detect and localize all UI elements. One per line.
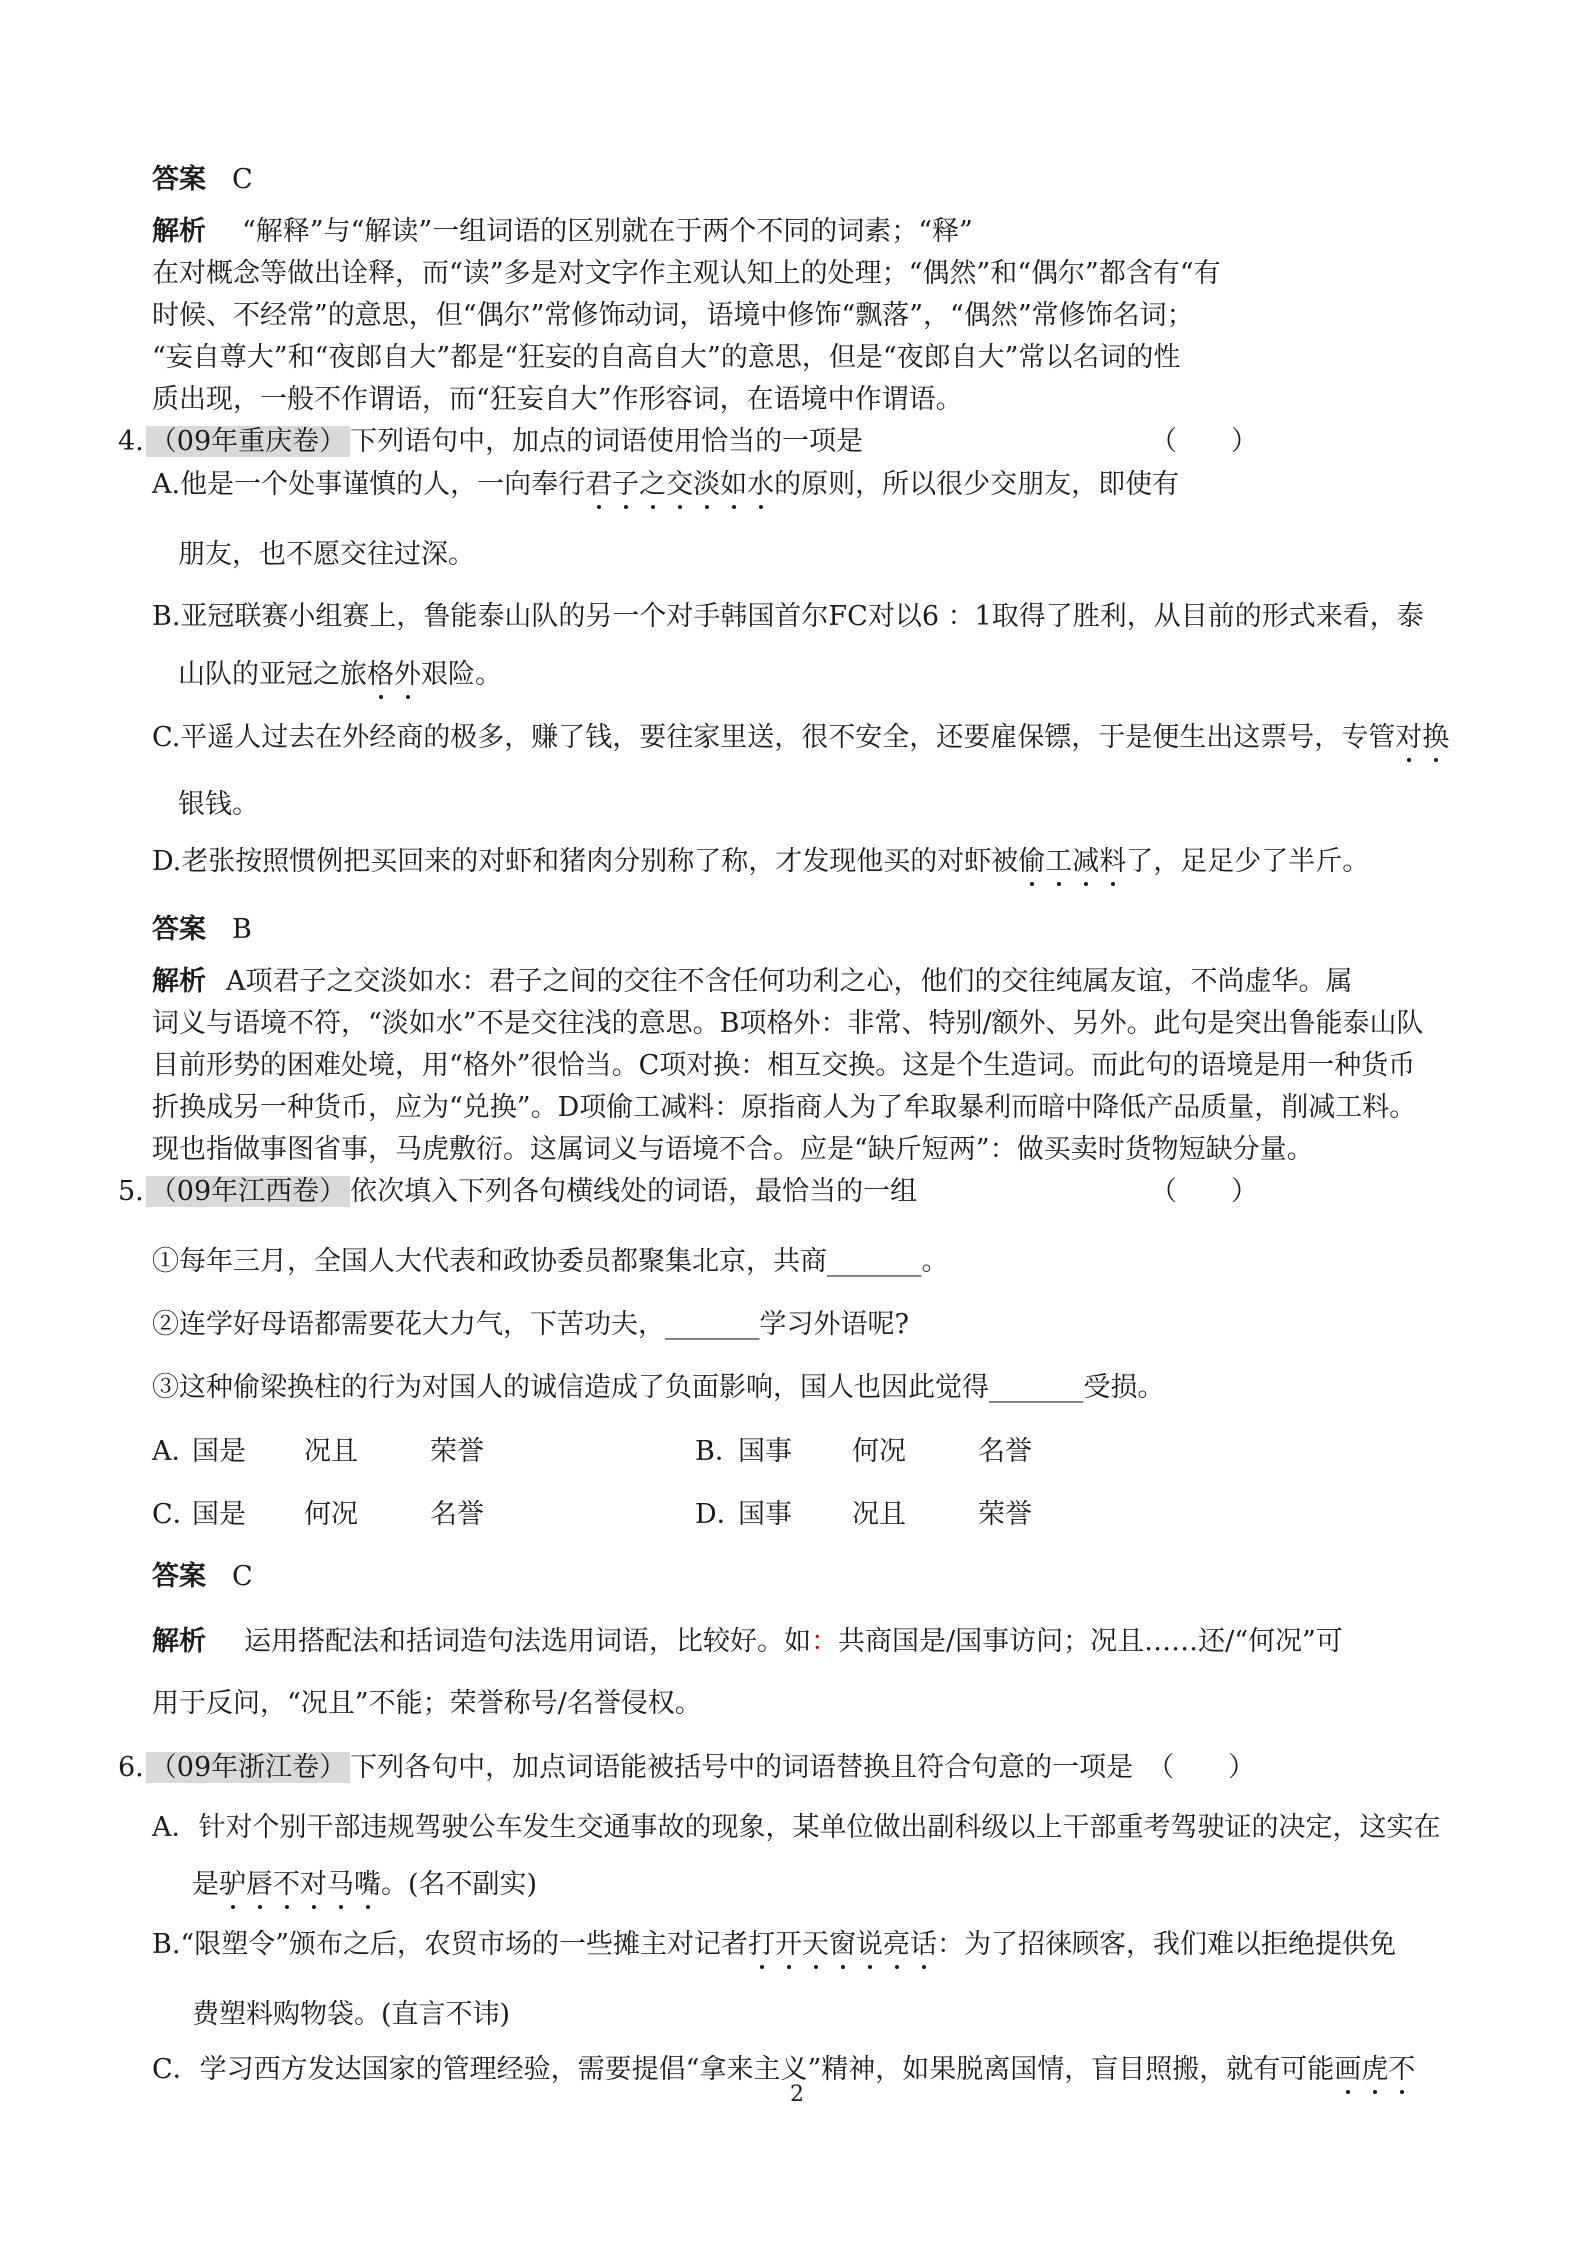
option-b-word-2: 何况	[852, 1436, 906, 1467]
option-b: B.亚冠联赛小组赛上，鲁能泰山队的另一个对手韩国首尔FC对以6 ：1取得了胜利，从目前的形式来看，泰	[152, 601, 1424, 632]
option-text: A.他是一个处事谨慎的人，一向奉行	[152, 469, 586, 500]
question-source: （09年重庆卷）	[146, 426, 350, 457]
dotted-phrase	[1395, 722, 1449, 753]
dotted-char: 子	[612, 469, 640, 500]
answer-label: 答案	[152, 1561, 206, 1592]
page-number: 2	[790, 2082, 804, 2107]
analysis-line-2	[152, 962, 1353, 1002]
dotted-char: 淡	[693, 469, 721, 500]
option-text: ：为了招徕顾客，我们难以拒绝提供免	[937, 1929, 1397, 1960]
question-text: 下列语句中，加点的词语使用恰当的一项是	[350, 426, 864, 457]
dotted-char: 对	[300, 1869, 327, 1900]
analysis-text: 共商国是/国事访问；况且……还/“何况”可	[838, 1626, 1343, 1657]
dotted-phrase	[367, 659, 421, 690]
option-b-word-1: 国事	[738, 1436, 792, 1467]
analysis-text: “妄自尊大”和“夜郎自大”都是“狂妄的自高自大”的意思，但是“夜郎自大”常以名词的性	[152, 342, 1181, 373]
dotted-char: 马	[327, 1869, 354, 1900]
analysis-text: 时候、不经常”的意思，但“偶尔”常修饰动词，语境中修饰“飘落”，“偶然”常修饰名词；	[152, 300, 1194, 331]
dotted-char: 偷	[1018, 846, 1046, 877]
dotted-char: 减	[1072, 846, 1100, 877]
option-a-label: A．	[152, 1436, 199, 1467]
dotted-phrase	[1018, 846, 1126, 877]
dotted-char: 不	[273, 1869, 300, 1900]
dotted-char: 开	[775, 1929, 803, 1960]
answer-value: C	[232, 1561, 253, 1592]
option-text: 了，足足少了半斤。	[1126, 846, 1370, 877]
option-c	[152, 2050, 1415, 2090]
dotted-char: 打	[748, 1929, 776, 1960]
option-c-word-2: 何况	[304, 1499, 358, 1530]
option-text: 艰险。	[421, 659, 502, 690]
answer-parentheses: （ ）	[1150, 426, 1258, 457]
question-number: 4.	[118, 426, 144, 457]
answer-label: 答案	[152, 164, 206, 195]
option-text: B.“限塑令”颁布之后，农贸市场的一些摊主对记者	[152, 1929, 749, 1960]
option-a	[152, 465, 1179, 505]
dotted-char: 水	[747, 469, 775, 500]
option-text: 。(名不副实)	[381, 1869, 538, 1900]
option-text: C.平遥人过去在外经商的极多，赚了钱，要往家里送，很不安全，还要雇保镖，于是便生出这票号，专管	[152, 722, 1396, 753]
option-text: 山队的亚冠之旅	[178, 659, 367, 690]
answer-value: B	[232, 914, 252, 945]
option-text: 的原则，所以很少交朋友，即使有	[774, 469, 1180, 500]
answer-line-3	[152, 1557, 253, 1597]
dotted-char: 画	[1334, 2054, 1362, 2085]
option-text: C．学习西方发达国家的管理经验，需要提倡“拿来主义”精神，如果脱离国情，盲目照搬，就有可能	[152, 2054, 1335, 2085]
analysis-text: 用于反问，“况且”不能；荣誉称号/名誉侵权。	[152, 1688, 702, 1719]
dotted-char: 虎	[1361, 2054, 1389, 2085]
dotted-phrase	[748, 1929, 937, 1960]
dotted-char: 亮	[883, 1929, 911, 1960]
dotted-char: 不	[1388, 2054, 1416, 2085]
answer-value: C	[232, 164, 253, 195]
answer-line-2	[152, 910, 252, 950]
option-a-word-2: 况且	[304, 1436, 358, 1467]
option-c	[152, 718, 1449, 758]
dotted-char: 如	[720, 469, 748, 500]
option-b-label: B．	[695, 1436, 742, 1467]
question-5-stem	[118, 1172, 917, 1212]
analysis-line-1	[152, 212, 973, 252]
analysis-text: 折换成另一种货币，应为“兑换”。D项偷工减料：原指商人为了牟取暴利而暗中降低产品质量，削减工料。	[152, 1092, 1417, 1123]
question-4-stem	[118, 422, 863, 462]
question-text: 依次填入下列各句横线处的词语，最恰当的一组	[350, 1176, 918, 1207]
analysis-text: 运用搭配法和括词造句法选用词语，比较好。如	[244, 1626, 811, 1657]
red-colon: ：	[811, 1626, 838, 1657]
question-number: 6.	[118, 1752, 144, 1783]
dotted-char: 唇	[246, 1869, 273, 1900]
question-source: （09年江西卷）	[146, 1176, 350, 1207]
option-d-word-2: 况且	[852, 1499, 906, 1530]
dotted-char: 驴	[219, 1869, 246, 1900]
analysis-label: 解析	[152, 216, 206, 247]
option-a-word-1: 国是	[192, 1436, 246, 1467]
dotted-phrase	[1334, 2054, 1415, 2085]
option-text: 是	[192, 1869, 219, 1900]
dotted-char: 天	[802, 1929, 830, 1960]
option-text: D.老张按照惯例把买回来的对虾和猪肉分别称了称，才发现他买的对虾被	[152, 846, 1019, 877]
dotted-phrase	[585, 469, 774, 500]
option-b-word-3: 名誉	[978, 1436, 1032, 1467]
option-a-continued	[192, 1865, 537, 1905]
option-a: A．针对个别干部违规驾驶公车发生交通事故的现象，某单位做出副科级以上干部重考驾驶证的决定，这实在	[152, 1812, 1441, 1843]
sentence-3: ③这种偷梁换柱的行为对国人的诚信造成了负面影响，国人也因此觉得_______受损。	[152, 1372, 1165, 1403]
dotted-char: 对	[1395, 722, 1423, 753]
analysis-text: 在对概念等做出诠释，而“读”多是对文字作主观认知上的处理；“偶然”和“偶尔”都含有“有	[152, 258, 1221, 289]
dotted-char: 料	[1099, 846, 1127, 877]
option-c-label: C．	[152, 1499, 200, 1530]
question-text: 下列各句中，加点词语能被括号中的词语替换且符合句意的一项是	[350, 1752, 1134, 1783]
dotted-char: 格	[367, 659, 394, 690]
dotted-phrase	[219, 1869, 381, 1900]
option-b-continued	[178, 655, 502, 695]
option-b	[152, 1925, 1396, 1965]
option-d-label: D．	[695, 1499, 744, 1530]
answer-parentheses: （ ）	[1150, 1176, 1258, 1207]
analysis-text: A项君子之交淡如水：君子之间的交往不含任何功利之心，他们的交往纯属友谊，不尚虚华。属	[226, 966, 1353, 997]
dotted-char: 话	[910, 1929, 938, 1960]
option-b-continued: 费塑料购物袋。(直言不讳)	[192, 1999, 511, 2030]
dotted-char: 交	[666, 469, 694, 500]
dotted-char: 窗	[829, 1929, 857, 1960]
option-d-word-1: 国事	[738, 1499, 792, 1530]
option-d-word-3: 荣誉	[978, 1499, 1032, 1530]
dotted-char: 君	[585, 469, 613, 500]
question-source: （09年浙江卷）	[146, 1752, 350, 1783]
dotted-char: 说	[856, 1929, 884, 1960]
analysis-text: 目前形势的困难处境，用“格外”很恰当。C项对换：相互交换。这是个生造词。而此句的语境是用一种货币	[152, 1050, 1416, 1081]
sentence-2: ②连学好母语都需要花大力气，下苦功夫，_______学习外语呢?	[152, 1309, 909, 1340]
option-a-continued: 朋友，也不愿交往过深。	[178, 539, 475, 570]
answer-line-1	[152, 160, 253, 200]
dotted-char: 外	[394, 659, 421, 690]
question-6-stem	[118, 1748, 1255, 1788]
analysis-text: 词义与语境不符，“淡如水”不是交往浅的意思。B项格外：非常、特别/额外、另外。此句是突出鲁能泰山队	[152, 1008, 1424, 1039]
option-c-continued: 银钱。	[178, 789, 259, 820]
option-c-word-1: 国是	[192, 1499, 246, 1530]
analysis-text: “解释”与“解读”一组词语的区别就在于两个不同的词素；“释”	[242, 216, 973, 247]
answer-label: 答案	[152, 914, 206, 945]
analysis-text: 质出现，一般不作谓语，而“狂妄自大”作形容词，在语境中作谓语。	[152, 384, 963, 415]
dotted-char: 工	[1045, 846, 1073, 877]
analysis-text: 现也指做事图省事，马虎敷衍。这属词义与语境不合。应是“缺斤短两”：做买卖时货物短缺分量。	[152, 1134, 1314, 1165]
option-a-word-3: 荣誉	[430, 1436, 484, 1467]
analysis-line-3	[152, 1622, 1343, 1662]
question-number: 5.	[118, 1176, 144, 1207]
sentence-1: ①每年三月，全国人大代表和政协委员都聚集北京，共商_______。	[152, 1246, 949, 1277]
dotted-char: 换	[1422, 722, 1450, 753]
analysis-label: 解析	[152, 966, 206, 997]
answer-parentheses: （ ）	[1147, 1752, 1256, 1783]
dotted-char: 嘴	[354, 1869, 381, 1900]
option-c-word-3: 名誉	[430, 1499, 484, 1530]
analysis-label: 解析	[152, 1626, 206, 1657]
dotted-char: 之	[639, 469, 667, 500]
option-d	[152, 842, 1369, 882]
